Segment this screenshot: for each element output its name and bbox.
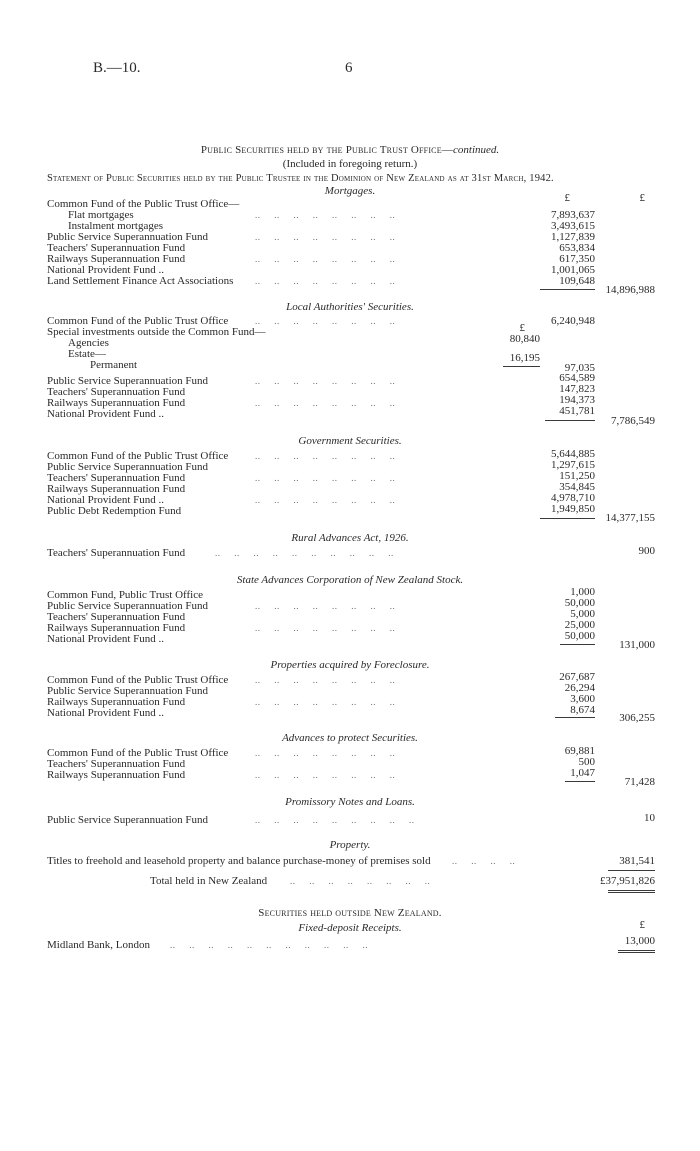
row-value: 4,978,710 [551, 492, 595, 504]
section-title-rural-advances: Rural Advances Act, 1926. [291, 532, 409, 544]
mortgages-total: 14,896,988 [605, 284, 655, 296]
state-advances-total: 131,000 [619, 639, 655, 651]
leader-dots-row: .. .. .. .. .. .. .. .. [255, 276, 396, 286]
section-title-local-authorities: Local Authorities' Securities. [286, 301, 414, 313]
row-value: 267,687 [559, 671, 595, 683]
row-subvalue: 80,840 [509, 333, 540, 345]
row-value: 1,297,615 [551, 459, 595, 471]
row-label: Common Fund of the Public Trust Office [47, 315, 229, 327]
section-title-state-advances: State Advances Corporation of New Zealand Stock. [236, 574, 464, 586]
row-subvalue: 16,195 [509, 352, 540, 364]
row-label: Midland Bank, London [47, 939, 150, 951]
row-label: Flat mortgages [68, 209, 134, 221]
column-header-pounds-2: £ [639, 192, 645, 204]
title-continued: continued. [453, 144, 500, 156]
row-label: Railways Superannuation Fund [47, 397, 186, 409]
advances-total: 71,428 [624, 776, 655, 788]
row-label: Teachers' Superannuation Fund [47, 386, 186, 398]
section-subtitle-fixed-deposit: Fixed-deposit Receipts. [298, 922, 402, 934]
leader-dots-row: .. .. .. .. .. .. .. .. [255, 623, 396, 633]
row-label: Public Debt Redemption Fund [47, 505, 182, 517]
leader-dots-row: .. .. .. .. .. .. .. .. .. .. .. [170, 940, 368, 950]
row-value: 5,644,885 [551, 448, 595, 460]
row-value: 1,001,065 [551, 264, 595, 276]
statement-heading: Statement of Public Securities held by the Public Trustee in the Dominion of New Zealand as at 31st March, 1942. [47, 173, 554, 184]
column-header-pounds-outside: £ [639, 919, 645, 931]
mortgages-group-label: Common Fund of the Public Trust Office— [47, 198, 240, 210]
row-value: 3,600 [570, 693, 595, 705]
row-value: 654,589 [559, 372, 595, 384]
row-label: National Provident Fund .. [47, 707, 165, 719]
leader-dots-row: .. .. .. .. .. .. .. .. [255, 316, 396, 326]
row-value: 50,000 [564, 597, 595, 609]
row-value: 8,674 [570, 704, 595, 716]
row-value: 194,373 [559, 394, 595, 406]
row-label: Instalment mortgages [68, 220, 164, 232]
grand-total-double-rule [608, 890, 655, 893]
row-value: 500 [578, 756, 595, 768]
row-label: Public Service Superannuation Fund [47, 814, 209, 826]
row-value: 7,893,637 [551, 209, 595, 221]
row-value: 151,250 [559, 470, 595, 482]
title-main: Public Securities held by the Public Trust Office— [200, 144, 454, 156]
section-title-government: Government Securities. [298, 435, 402, 447]
leader-dots-row: .. .. .. .. .. .. .. .. [255, 473, 396, 483]
row-value: 354,845 [559, 481, 595, 493]
row-label: National Provident Fund .. [47, 494, 165, 506]
column-header-pounds-1: £ [564, 192, 570, 204]
leader-dots-row: .. .. .. .. .. .. .. .. [290, 876, 431, 886]
row-label: Agencies [68, 337, 109, 349]
row-label: Common Fund of the Public Trust Office [47, 747, 229, 759]
row-value: 1,047 [570, 767, 595, 779]
leader-dots-row: .. .. .. .. .. .. .. .. [255, 451, 396, 461]
row-label: Land Settlement Finance Act Associations [47, 275, 234, 287]
row-label: Estate— [68, 348, 106, 360]
row-value: 26,294 [564, 682, 595, 694]
row-value: 1,000 [570, 586, 595, 598]
row-value: 653,834 [559, 242, 595, 254]
section-title-properties: Properties acquired by Foreclosure. [270, 659, 430, 671]
row-value: 1,127,839 [551, 231, 595, 243]
row-label: Common Fund of the Public Trust Office [47, 674, 229, 686]
subtitle: (Included in foregoing return.) [282, 158, 418, 170]
row-value: 5,000 [570, 608, 595, 620]
row-label: Titles to freehold and leasehold property and balance purchase-money of premises sold [47, 855, 431, 867]
row-label: Public Service Superannuation Fund [47, 375, 209, 387]
row-label: Teachers' Superannuation Fund [47, 242, 186, 254]
row-label: Railways Superannuation Fund [47, 696, 186, 708]
page-number: 6 [345, 60, 353, 76]
leader-dots-row: .. .. .. .. .. .. .. .. [255, 601, 396, 611]
row-value: 617,350 [559, 253, 595, 265]
row-value: 69,881 [564, 745, 595, 757]
page-ref: B.—10. [93, 60, 141, 76]
row-value: 3,493,615 [551, 220, 595, 232]
row-label: Railways Superannuation Fund [47, 483, 186, 495]
row-label: Railways Superannuation Fund [47, 622, 186, 634]
document-title [0, 145, 700, 156]
row-label: Public Service Superannuation Fund [47, 231, 209, 243]
row-label: Public Service Superannuation Fund [47, 461, 209, 473]
leader-dots-row: .. .. .. .. .. .. .. .. [255, 495, 396, 505]
section-title-outside-nz: Securities held outside New Zealand. [258, 907, 442, 919]
total-rule [608, 870, 655, 871]
row-value: 147,823 [559, 383, 595, 395]
leader-dots-row: .. .. .. .. .. .. .. .. [255, 210, 396, 220]
row-value: 13,000 [624, 935, 655, 947]
leader-dots-row: .. .. .. .. .. .. .. .. [255, 675, 396, 685]
row-value: 1,949,850 [551, 503, 595, 515]
leader-dots-row: .. .. .. .. .. .. .. .. [255, 398, 396, 408]
row-value: 900 [638, 545, 655, 557]
leader-dots-row: .. .. .. .. .. .. .. .. [255, 770, 396, 780]
leader-dots-row: .. .. .. .. .. .. .. .. [255, 376, 396, 386]
row-value: 451,781 [559, 405, 595, 417]
local-authorities-total: 7,786,549 [611, 415, 655, 427]
leader-dots-row: .. .. .. .. .. .. .. .. [255, 697, 396, 707]
row-value: 25,000 [564, 619, 595, 631]
row-value: 97,035 [564, 362, 595, 374]
row-label: Railways Superannuation Fund [47, 769, 186, 781]
leader-dots-row: .. .. .. .. .. .. .. .. [255, 748, 396, 758]
leader-dots-row: .. .. .. .. .. .. .. .. [255, 254, 396, 264]
row-label: Teachers' Superannuation Fund [47, 758, 186, 770]
row-label: Teachers' Superannuation Fund [47, 547, 186, 559]
grand-total-label: Total held in New Zealand [150, 875, 268, 887]
row-label: Common Fund of the Public Trust Office [47, 450, 229, 462]
outside-total-double-rule [618, 950, 655, 953]
government-total: 14,377,155 [605, 512, 655, 524]
section-title-property: Property. [329, 839, 371, 851]
section-title-advances: Advances to protect Securities. [282, 732, 418, 744]
row-label: Permanent [90, 359, 138, 371]
row-label: Public Service Superannuation Fund [47, 685, 209, 697]
leader-dots-row: .. .. .. .. [452, 856, 516, 866]
section-title-mortgages: Mortgages. [324, 185, 376, 197]
row-label: National Provident Fund .. [47, 408, 165, 420]
section-title-promissory: Promissory Notes and Loans. [285, 796, 415, 808]
sub-column-header: £ [519, 322, 525, 334]
row-value: 109,648 [559, 275, 595, 287]
row-value: 50,000 [564, 630, 595, 642]
row-label: Special investments outside the Common Fund— [47, 326, 266, 338]
row-label: National Provident Fund .. [47, 264, 165, 276]
leader-dots-row: .. .. .. .. .. .. .. .. .. [255, 815, 415, 825]
row-label: Common Fund, Public Trust Office [47, 589, 203, 601]
leader-dots-row: .. .. .. .. .. .. .. .. [255, 232, 396, 242]
row-label: Railways Superannuation Fund [47, 253, 186, 265]
row-label: National Provident Fund .. [47, 633, 165, 645]
row-value: 10 [644, 812, 655, 824]
leader-dots-row: .. .. .. .. .. .. .. .. .. .. [215, 548, 394, 558]
grand-total-value: £37,951,826 [600, 875, 655, 887]
row-value: 6,240,948 [551, 315, 595, 327]
row-label: Public Service Superannuation Fund [47, 600, 209, 612]
row-value: 381,541 [619, 855, 655, 867]
row-label: Teachers' Superannuation Fund [47, 472, 186, 484]
properties-total: 306,255 [619, 712, 655, 724]
row-label: Teachers' Superannuation Fund [47, 611, 186, 623]
